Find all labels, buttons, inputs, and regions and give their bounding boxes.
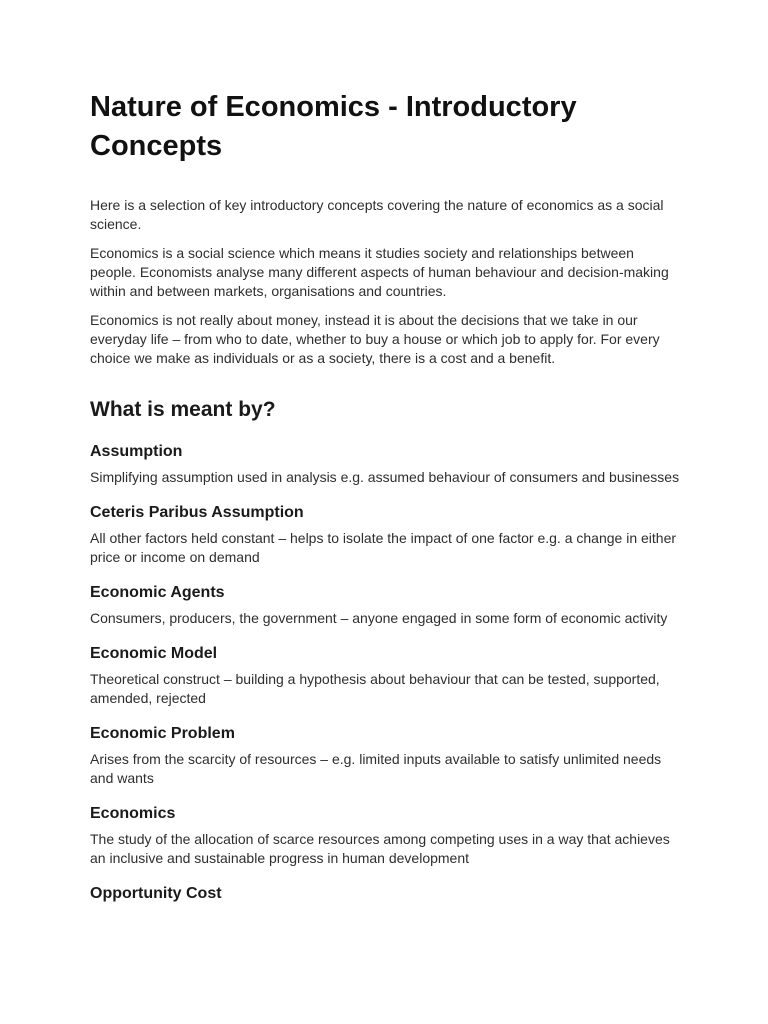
page-title: Nature of Economics - Introductory Concepts bbox=[90, 91, 577, 162]
term-entry bbox=[90, 804, 682, 868]
term-entry bbox=[90, 583, 682, 628]
term-definition: Consumers, producers, the government – anyone engaged in some form of economic activity bbox=[90, 610, 668, 626]
term-definition: Arises from the scarcity of resources – e.g. limited inputs available to satisfy unlimited needs and wants bbox=[90, 751, 662, 786]
term-heading: Economics bbox=[90, 805, 176, 822]
term-heading: Economic Problem bbox=[90, 725, 235, 742]
term-definition: Simplifying assumption used in analysis e.g. assumed behaviour of consumers and businesses bbox=[90, 469, 680, 485]
term-heading: Economic Model bbox=[90, 645, 218, 662]
section-heading: What is meant by? bbox=[90, 398, 276, 421]
document-page bbox=[90, 88, 682, 920]
intro-paragraph: Economics is a social science which means it studies society and relationships between people. Economists analyse many different aspects of human behaviour and decision-making within and between markets, organisations and countries. bbox=[90, 245, 669, 299]
term-entry bbox=[90, 884, 682, 904]
term-definition: All other factors held constant – helps to isolate the impact of one factor e.g. a change in either price or income on demand bbox=[90, 530, 677, 565]
term-definition: The study of the allocation of scarce resources among competing uses in a way that achieves an inclusive and sustainable progress in human development bbox=[90, 831, 670, 866]
term-heading: Opportunity Cost bbox=[90, 885, 222, 902]
term-entry bbox=[90, 503, 682, 567]
term-definition: Theoretical construct – building a hypothesis about behaviour that can be tested, supported, amended, rejected bbox=[90, 671, 660, 706]
intro-paragraph: Economics is not really about money, instead it is about the decisions that we take in our everyday life – from who to date, whether to buy a house or which job to apply for. For every choice we make as individuals or as a society, there is a cost and a benefit. bbox=[90, 312, 660, 366]
term-entry bbox=[90, 724, 682, 788]
term-entry bbox=[90, 442, 682, 487]
intro-paragraph: Here is a selection of key introductory concepts covering the nature of economics as a social science. bbox=[90, 197, 664, 232]
term-heading: Economic Agents bbox=[90, 584, 225, 601]
term-entry bbox=[90, 644, 682, 708]
term-heading: Assumption bbox=[90, 443, 183, 460]
term-heading: Ceteris Paribus Assumption bbox=[90, 504, 304, 521]
